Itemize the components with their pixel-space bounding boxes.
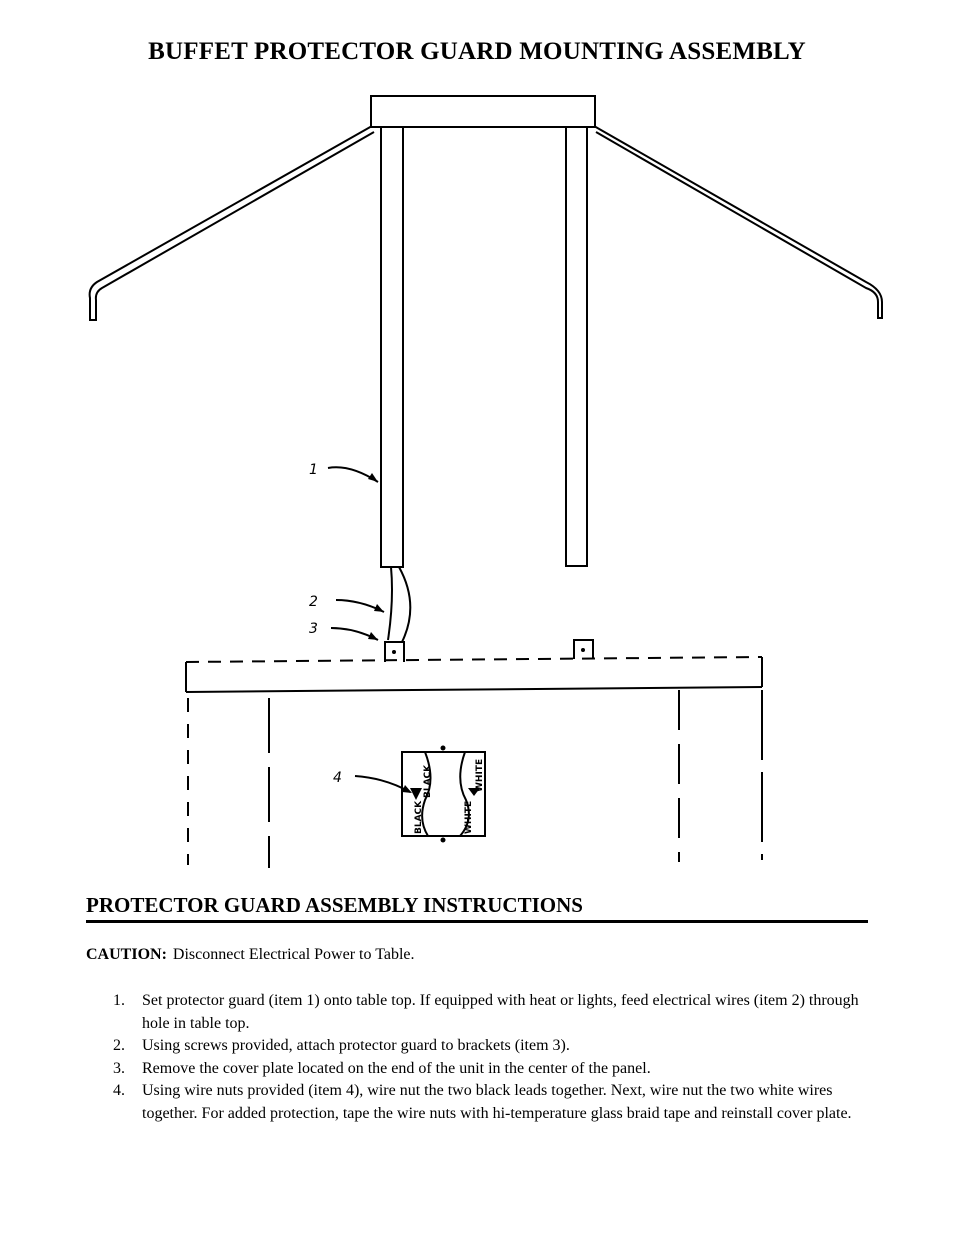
step-text: Using screws provided, attach protector guard to brackets (item 3). xyxy=(142,1037,570,1054)
instructions-heading: PROTECTOR GUARD ASSEMBLY INSTRUCTIONS xyxy=(86,893,868,923)
callout-1-leader xyxy=(328,467,378,482)
instruction-steps xyxy=(86,990,876,1125)
wire-label-black-right: BLACK xyxy=(423,764,433,798)
step-item xyxy=(86,990,876,1035)
guard-top-bar xyxy=(371,96,595,127)
step-text: Set protector guard (item 1) onto table top. If equipped with heat or lights, feed electrical wires (item 2) through hole in table top. xyxy=(142,992,859,1032)
step-number: 4. xyxy=(113,1082,125,1099)
wire-label-white-right: WHITE xyxy=(475,758,485,792)
caution-line xyxy=(86,946,415,964)
caution-label: CAUTION: xyxy=(86,946,167,963)
wire-label-white-left: WHITE xyxy=(464,800,474,834)
step-item xyxy=(86,1035,876,1058)
guard-right-post xyxy=(566,127,587,566)
step-item xyxy=(86,1080,876,1125)
callout-4-label: 4 xyxy=(333,770,342,786)
wires xyxy=(388,567,410,642)
step-item xyxy=(86,1058,876,1081)
callout-2-label: 2 xyxy=(309,594,318,610)
callout-1-label: 1 xyxy=(309,462,318,478)
step-number: 3. xyxy=(113,1059,125,1077)
guard-left-arm xyxy=(90,126,374,320)
table-top-dashed-edge xyxy=(186,657,762,662)
guard-mounting-diagram xyxy=(0,80,954,880)
guard-left-post xyxy=(381,127,403,567)
table-top-front-edge xyxy=(186,687,762,692)
step-number: 2. xyxy=(113,1037,125,1054)
page-title: BUFFET PROTECTOR GUARD MOUNTING ASSEMBLY xyxy=(148,38,806,65)
step-number: 1. xyxy=(113,992,125,1009)
step-text: Remove the cover plate located on the end of the unit in the center of the panel. xyxy=(142,1059,651,1077)
step-text: Using wire nuts provided (item 4), wire nut the two black leads together. Next, wire nut the two white wires together. For added protection, tape the wire nuts with hi-temperature glass braid tape and reinstall cover plate. xyxy=(142,1082,852,1122)
callout-3-label: 3 xyxy=(309,621,318,637)
wire-label-black-left: BLACK xyxy=(414,800,424,834)
caution-text: Disconnect Electrical Power to Table. xyxy=(172,946,415,963)
guard-right-arm xyxy=(594,126,882,318)
